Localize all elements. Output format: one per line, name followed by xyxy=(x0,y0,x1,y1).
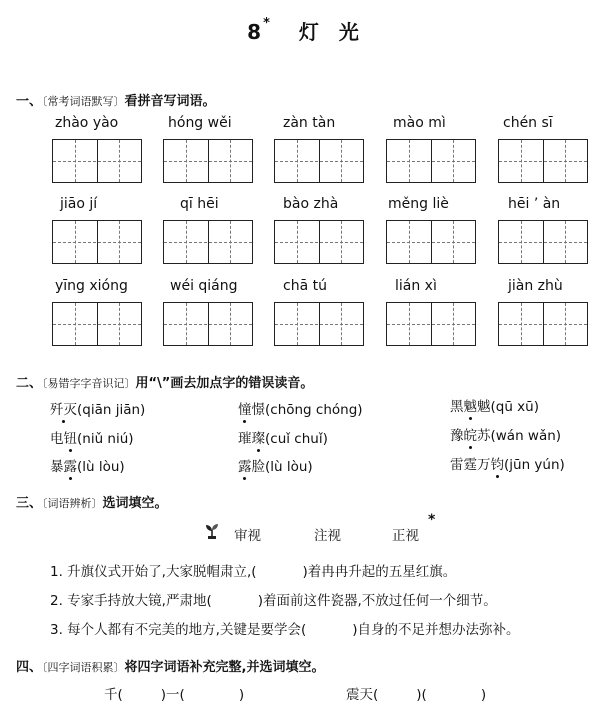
lesson-star: * xyxy=(263,16,272,31)
section1-heading xyxy=(16,90,216,109)
writing-grid[interactable] xyxy=(274,139,364,183)
idiom-item: 震天( )( ) xyxy=(346,687,487,703)
writing-grid[interactable] xyxy=(498,139,588,183)
section2-tag: 〔易错字字音识记〕 xyxy=(42,377,136,390)
writing-grid[interactable] xyxy=(386,220,476,264)
pinyin-label: qī hēi xyxy=(180,196,219,212)
section3-tag: 〔词语辨析〕 xyxy=(42,497,103,510)
pinyin-label: chén sī xyxy=(503,115,553,131)
pinyin-label: hóng wěi xyxy=(168,115,232,131)
title-char-1: 灯 xyxy=(298,20,321,44)
writing-grid[interactable] xyxy=(386,302,476,346)
section4-heading xyxy=(16,656,324,675)
section1-instruction: 看拼音写词语。 xyxy=(124,94,216,109)
page-title xyxy=(0,16,608,45)
section2-instruction: 用“\”画去加点字的错误读音。 xyxy=(135,376,314,391)
word-star: * xyxy=(428,512,436,528)
pinyin-row-1 xyxy=(50,115,600,135)
writing-grid[interactable] xyxy=(52,220,142,264)
section1-number: 一、 xyxy=(16,94,43,109)
section4-tag: 〔四字词语积累〕 xyxy=(42,661,125,674)
section3-number: 三、 xyxy=(16,496,43,511)
lesson-number: 8 xyxy=(247,20,264,44)
pronunciation-item: 暴露(lù lòu) xyxy=(50,459,125,475)
section2-heading xyxy=(16,372,313,391)
fill-question-3: 3. 每个人都有不完美的地方,关键是要学会( )自身的不足并想办法弥补。 xyxy=(50,622,520,638)
pinyin-label: wéi qiáng xyxy=(170,278,238,294)
word-option: 注视 xyxy=(314,528,341,544)
section4-instruction: 将四字词语补充完整,并选词填空。 xyxy=(124,660,325,675)
pronunciation-item: 憧憬(chōng chóng) xyxy=(238,402,363,418)
word-option: 正视 xyxy=(392,528,419,544)
pinyin-label: hēi ’ àn xyxy=(508,196,561,212)
pronunciation-item: 电钮(niǔ niú) xyxy=(50,431,134,447)
pinyin-label: yīng xióng xyxy=(55,278,128,294)
writing-grid[interactable] xyxy=(52,139,142,183)
pronunciation-item: 雷霆万钧(jūn yún) xyxy=(450,457,565,473)
pinyin-label: mào mì xyxy=(393,115,446,131)
pinyin-label: měng liè xyxy=(388,196,449,212)
pinyin-label: jiāo jí xyxy=(60,196,98,212)
writing-grid[interactable] xyxy=(52,302,142,346)
sprout-icon xyxy=(204,522,220,540)
pinyin-label: zàn tàn xyxy=(283,115,336,131)
writing-grid[interactable] xyxy=(163,139,253,183)
section1-tag: 〔常考词语默写〕 xyxy=(42,95,125,108)
pinyin-row-3 xyxy=(50,278,600,298)
writing-grid[interactable] xyxy=(274,220,364,264)
section4-number: 四、 xyxy=(16,660,43,675)
writing-grid[interactable] xyxy=(498,302,588,346)
pronunciation-item: 黑魆魆(qū xū) xyxy=(450,399,539,415)
pronunciation-item: 豫皖苏(wán wǎn) xyxy=(450,428,562,444)
section3-instruction: 选词填空。 xyxy=(102,496,168,511)
writing-grid[interactable] xyxy=(163,220,253,264)
idiom-item: 千( )一( ) xyxy=(104,687,245,703)
pronunciation-item: 歼灭(qiān jiān) xyxy=(50,402,146,418)
fill-question-2: 2. 专家手持放大镜,严肃地( )着面前这件瓷器,不放过任何一个细节。 xyxy=(50,593,497,609)
writing-grid[interactable] xyxy=(274,302,364,346)
writing-grid[interactable] xyxy=(498,220,588,264)
pinyin-label: zhào yào xyxy=(55,115,119,131)
fill-question-1: 1. 升旗仪式开始了,大家脱帽肃立,( )着冉冉升起的五星红旗。 xyxy=(50,564,457,580)
pinyin-label: chā tú xyxy=(283,278,327,294)
writing-grid[interactable] xyxy=(386,139,476,183)
pinyin-label: bào zhà xyxy=(283,196,339,212)
pinyin-label: lián xì xyxy=(395,278,437,294)
writing-grid[interactable] xyxy=(163,302,253,346)
section2-number: 二、 xyxy=(16,376,43,391)
pinyin-label: jiàn zhù xyxy=(508,278,563,294)
pinyin-row-2 xyxy=(50,196,600,216)
word-option: 审视 xyxy=(234,528,261,544)
section3-heading xyxy=(16,492,168,511)
pronunciation-item: 璀璨(cuǐ chuǐ) xyxy=(238,431,328,447)
title-char-2: 光 xyxy=(338,20,361,44)
pronunciation-item: 露脸(lù lòu) xyxy=(238,459,313,475)
